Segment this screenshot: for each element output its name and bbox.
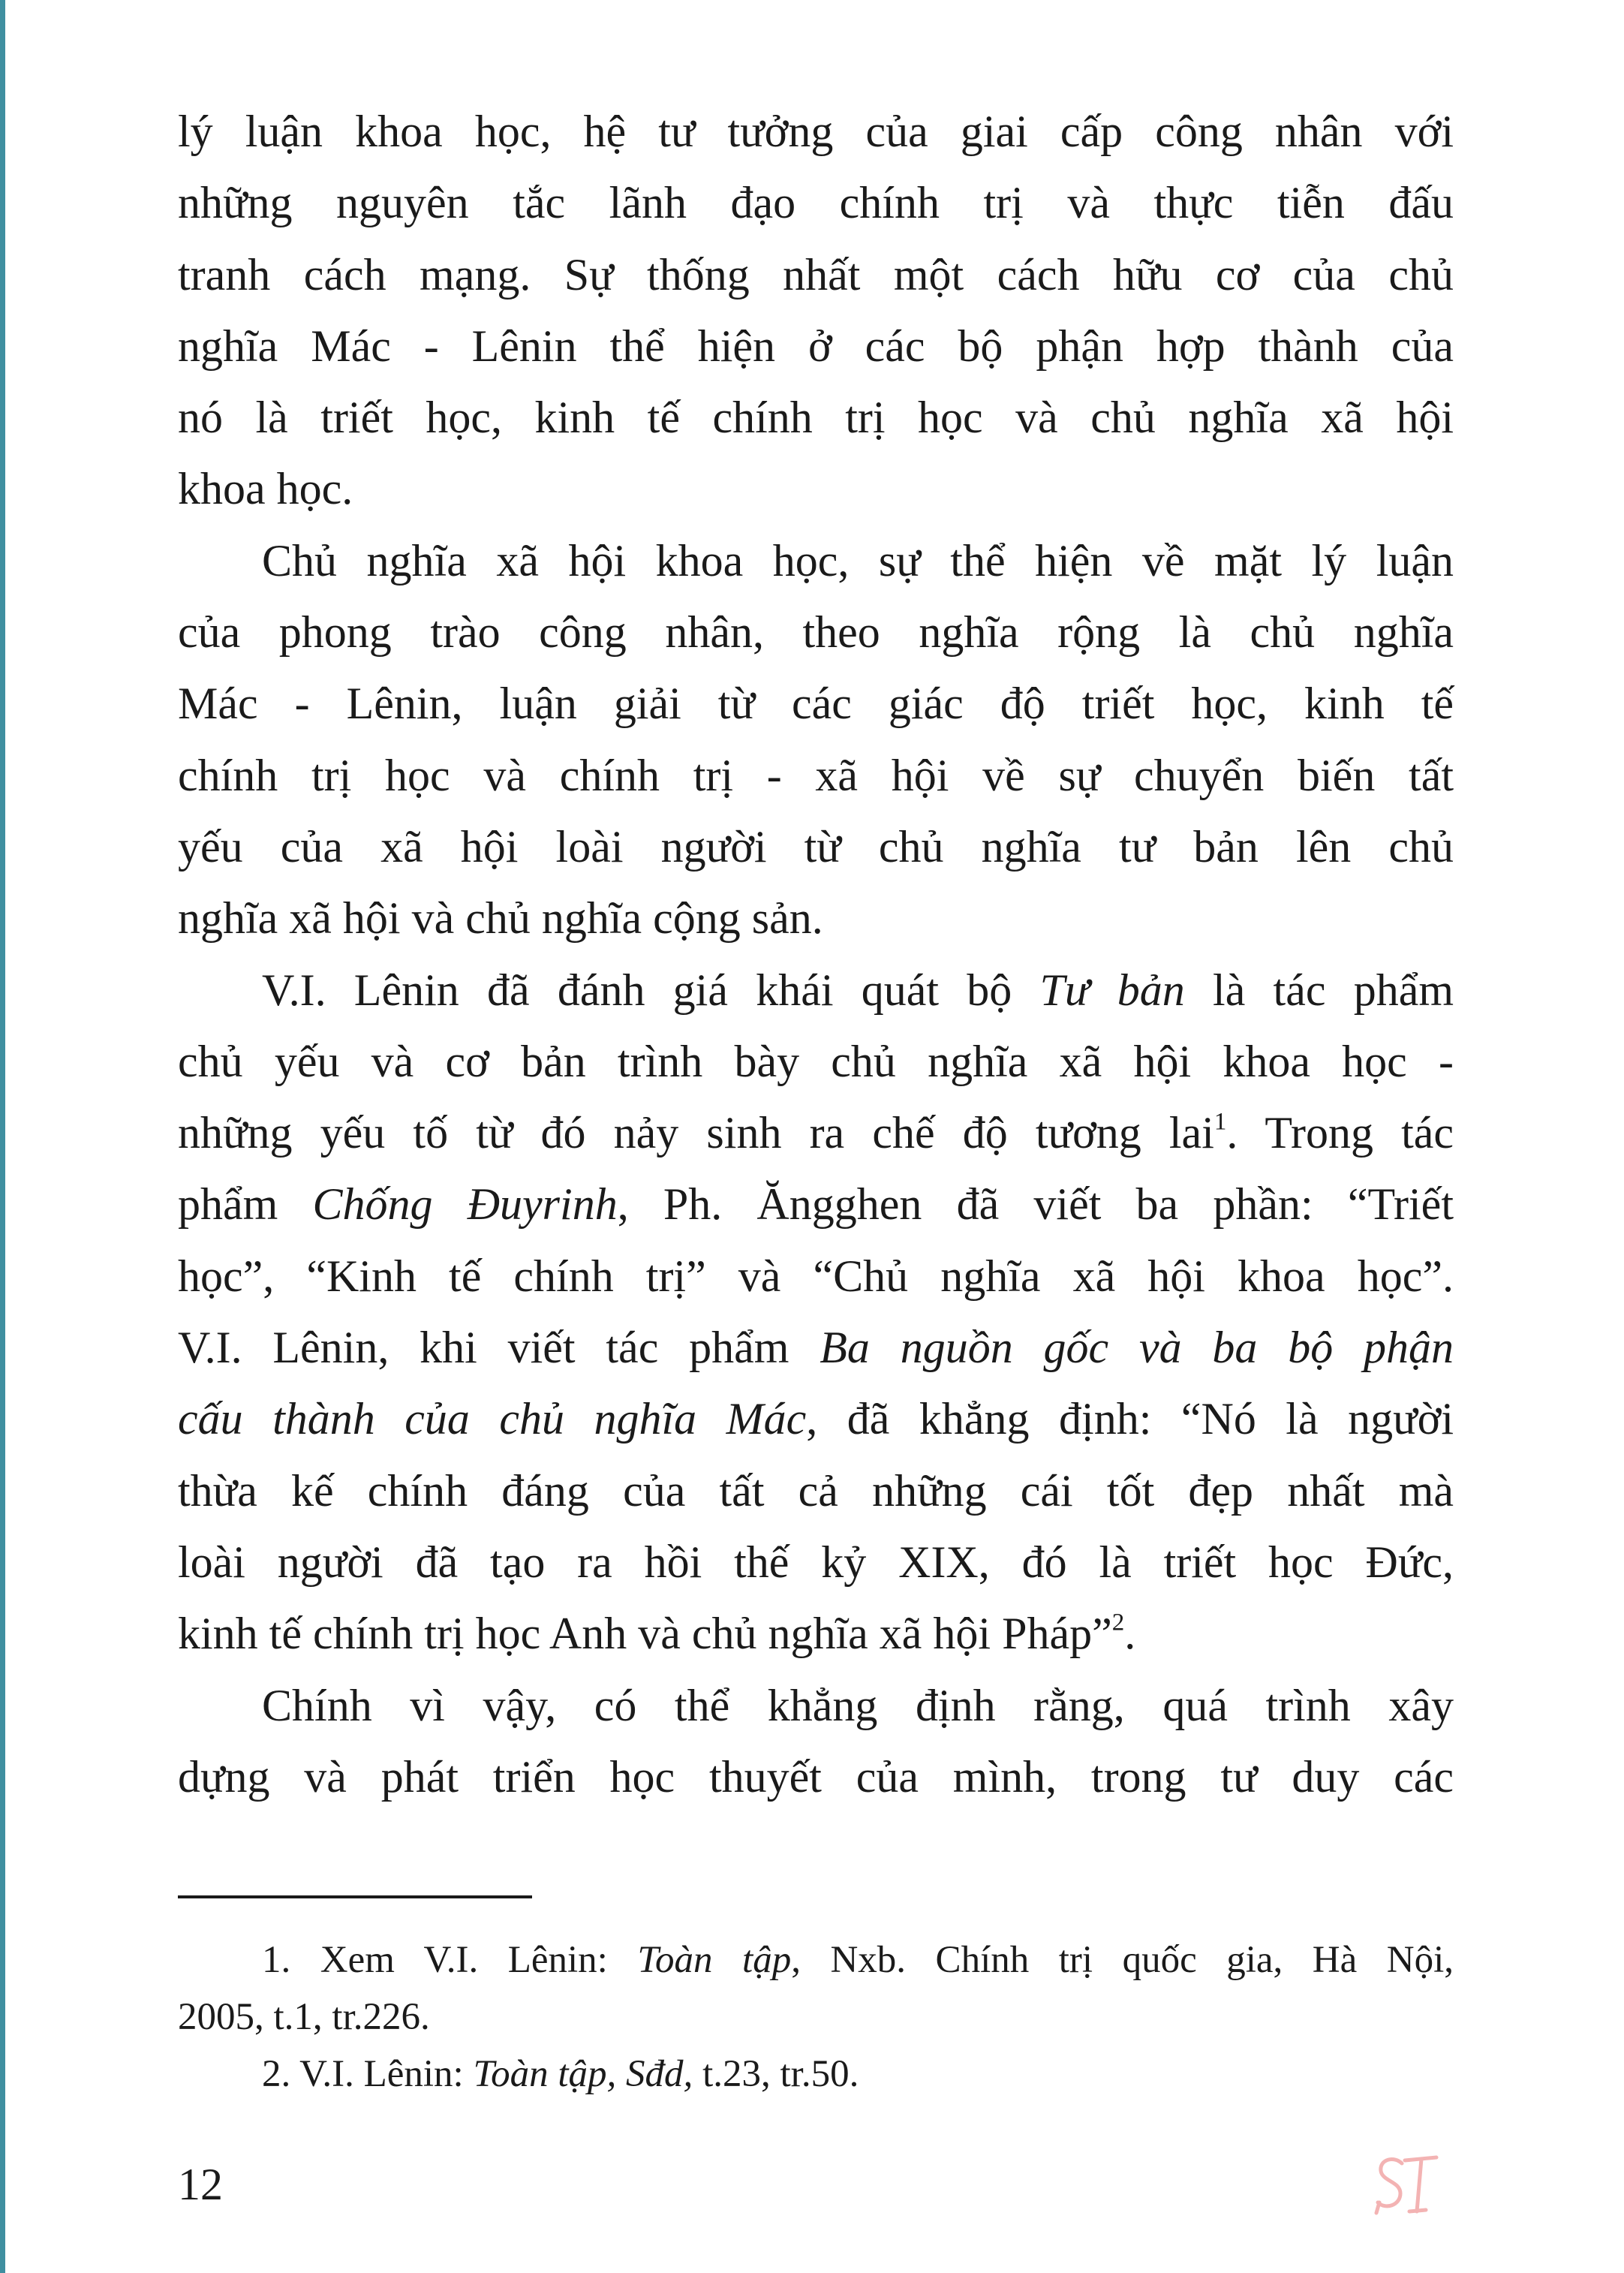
text-line: thừa kế chính đáng của tất cả những cái tốt đẹp nhất mà: [178, 1465, 1454, 1516]
text-line: [178, 1312, 1454, 1383]
text-line: Chính vì vậy, có thể khẳng định rằng, quá trình xây: [262, 1680, 1454, 1730]
text-line: nó là triết học, kinh tế chính trị học và chủ nghĩa xã hội: [178, 393, 1454, 443]
page-number: 12: [178, 2160, 223, 2209]
text-line: [178, 1598, 1454, 1669]
book-title-ba-nguon-goc: Ba nguồn gốc và ba bộ phận: [820, 1323, 1454, 1373]
paragraph-3: [178, 955, 1454, 1670]
text-line: Chủ nghĩa xã hội khoa học, sự thể hiện về mặt lý luận: [262, 535, 1454, 586]
text-line: khoa học.: [178, 464, 353, 514]
text-run: , Nxb. Chính trị quốc gia, Hà Nội,: [791, 1939, 1454, 1981]
text-run: kinh tế chính trị học Anh và chủ nghĩa xã hội Pháp”: [178, 1609, 1112, 1659]
page-edge-bar: [0, 0, 5, 2273]
text-run: là tác phẩm: [1184, 965, 1454, 1015]
text-run: V.I. Lênin đã đánh giá khái quát bộ: [262, 965, 1040, 1015]
text-line: nghĩa xã hội và chủ nghĩa cộng sản.: [178, 893, 823, 944]
book-title-tu-ban: Tư bản: [1039, 965, 1185, 1015]
text-run: 2. V.I. Lênin:: [262, 2053, 474, 2095]
text-line: tranh cách mạng. Sự thống nhất một cách hữu cơ của chủ: [178, 249, 1454, 300]
text-run: những yếu tố từ đó nảy sinh ra chế độ tương lai: [178, 1108, 1214, 1158]
text-line: những nguyên tắc lãnh đạo chính trị và thực tiễn đấu: [178, 178, 1454, 228]
footnote-title: Toàn tập, Sđd,: [473, 2053, 693, 2095]
text-line: chính trị học và chính trị - xã hội về sự chuyển biến tất: [178, 750, 1454, 800]
text-line: loài người đã tạo ra hồi thế kỷ XIX, đó là triết học Đức,: [178, 1537, 1454, 1587]
paragraph-1: [178, 96, 1454, 525]
text-line: [178, 1097, 1454, 1169]
text-line: [178, 1383, 1454, 1455]
body-text: [178, 96, 1454, 1813]
paragraph-4: [178, 1670, 1454, 1814]
footnote-ref-2[interactable]: 2: [1111, 1609, 1125, 1636]
text-line: của phong trào công nhân, theo nghĩa rộng là chủ nghĩa: [178, 607, 1454, 658]
footnote-title: Toàn tập: [637, 1939, 792, 1981]
paragraph-2: [178, 525, 1454, 955]
text-run: .: [1124, 1609, 1136, 1659]
text-line: [178, 1169, 1454, 1240]
footnote-ref-1[interactable]: 1: [1213, 1108, 1227, 1136]
text-line: Mác - Lênin, luận giải từ các giác độ triết học, kinh tế: [178, 679, 1454, 729]
text-line: dựng và phát triển học thuyết của mình, trong tư duy các: [178, 1751, 1454, 1802]
footnote-1-cont: 2005, t.1, tr.226.: [178, 1996, 430, 2038]
footnote-divider: [178, 1895, 532, 1898]
text-line: học”, “Kinh tế chính trị” và “Chủ nghĩa xã hội khoa học”.: [178, 1251, 1454, 1301]
text-run: . Trong tác: [1226, 1108, 1454, 1158]
footnote-2: [178, 2046, 1454, 2103]
text-line: lý luận khoa học, hệ tư tưởng của giai cấp công nhân với: [178, 107, 1454, 156]
text-run: , Ph. Ăngghen đã viết ba phần: “Triết: [617, 1179, 1454, 1230]
text-run: 1. Xem V.I. Lênin:: [262, 1939, 638, 1981]
text-run: t.23, tr.50.: [693, 2053, 859, 2095]
book-title-chong-duyrinh: Chống Đuyrinh: [312, 1179, 618, 1230]
publisher-logo-icon: [1372, 2147, 1439, 2222]
footnotes: [178, 1931, 1454, 2103]
book-title-ba-nguon-goc-cont: cấu thành của chủ nghĩa Mác: [178, 1394, 807, 1444]
text-line: [178, 955, 1454, 1026]
text-run: , đã khẳng định: “Nó là người: [806, 1394, 1454, 1444]
text-line: nghĩa Mác - Lênin thể hiện ở các bộ phận hợp thành của: [178, 321, 1454, 371]
text-run: V.I. Lênin, khi viết tác phẩm: [178, 1323, 820, 1373]
footnote-1: [178, 1931, 1454, 1988]
text-line: yếu của xã hội loài người từ chủ nghĩa tư bản lên chủ: [178, 821, 1454, 872]
text-line: chủ yếu và cơ bản trình bày chủ nghĩa xã hội khoa học -: [178, 1036, 1454, 1086]
text-run: phẩm: [178, 1179, 313, 1230]
